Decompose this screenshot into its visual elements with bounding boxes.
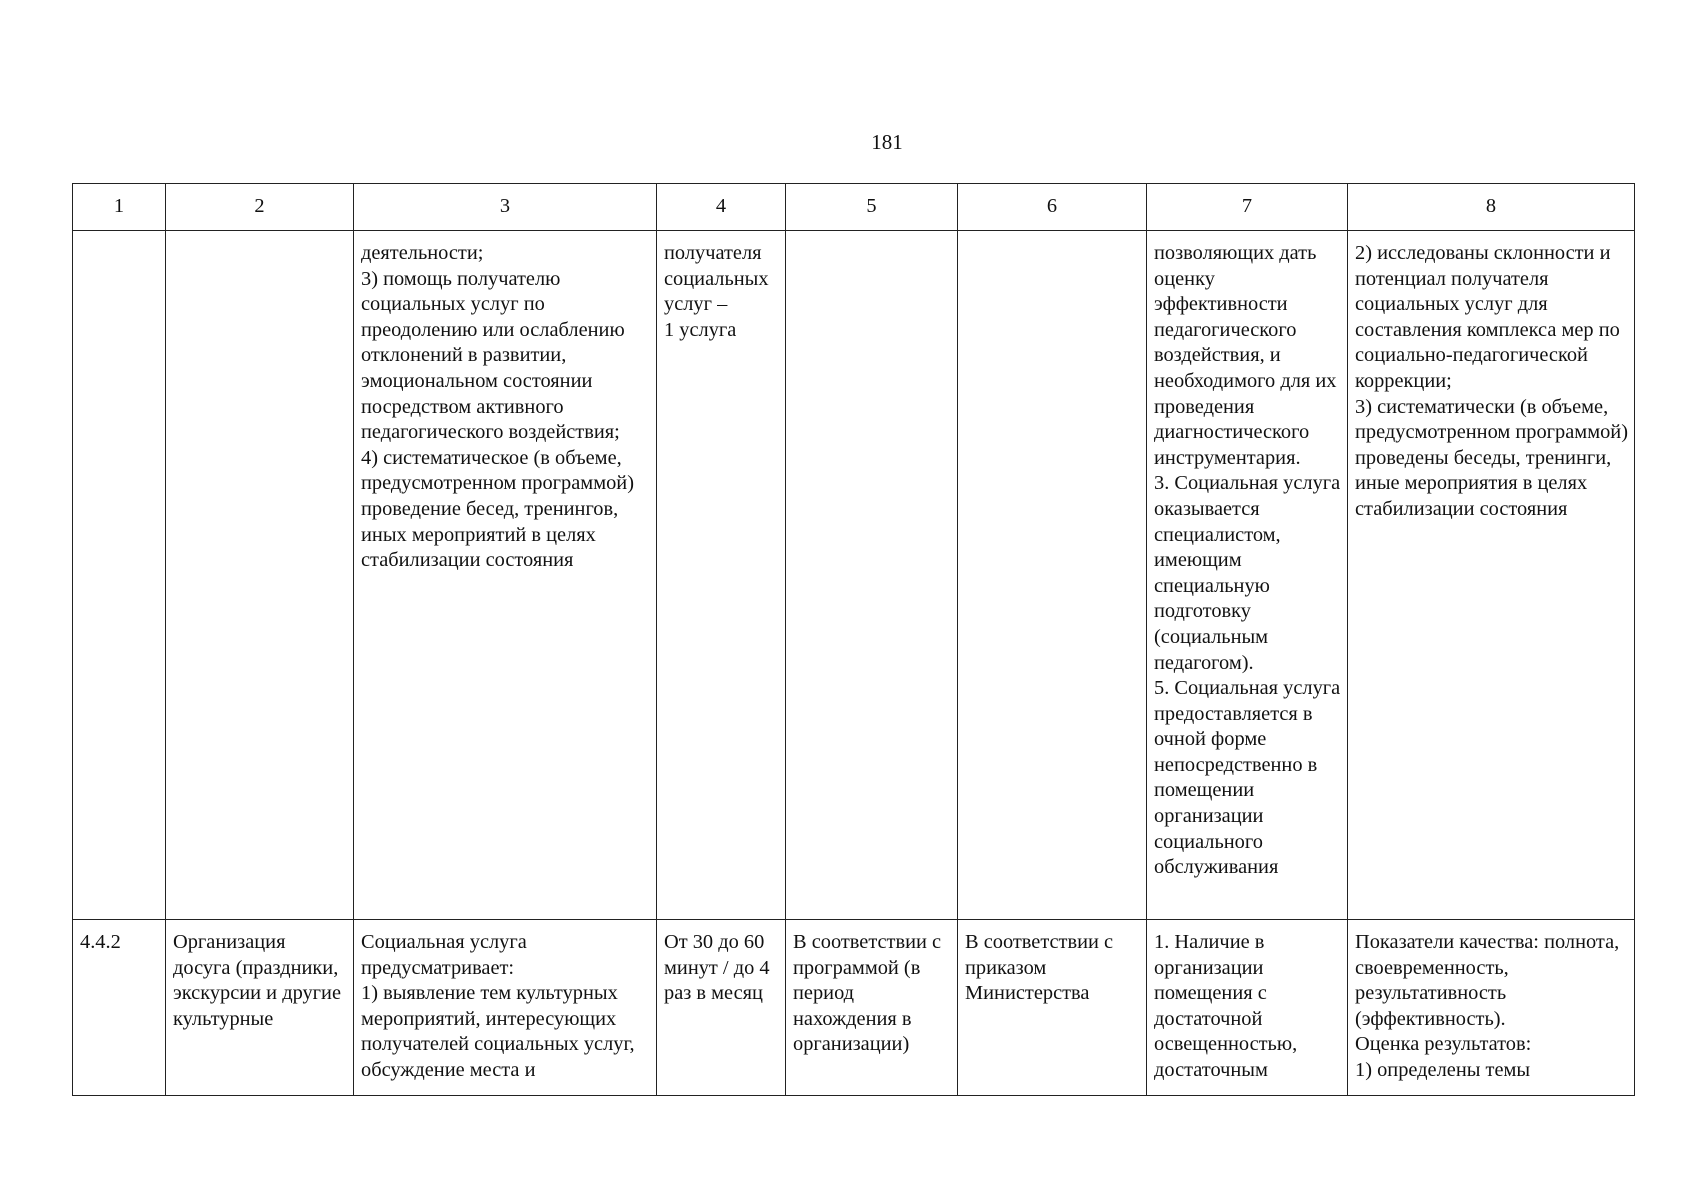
table-row: [73, 920, 1635, 1096]
cell-service-description: деятельности; 3) помощь получателю социальных услуг по преодолению или ослаблению отклонений в развитии, эмоциональном состоянии посредством активного педагогического воздействия; 4) систематическое (в объеме, предусмотренном программой) проведение бесед, тренингов, иных мероприятий в целях стабилизации состояния: [354, 231, 657, 920]
cell-frequency: В соответствии с программой (в период нахождения в организации): [786, 920, 958, 1096]
cell-number: [73, 231, 166, 920]
cell-conditions: 1. Наличие в организации помещения с достаточной освещенностью, достаточным: [1147, 920, 1348, 1096]
cell-quality-indicators: 2) исследованы склонности и потенциал получателя социальных услуг для составления комплекса мер по социально-педагогической коррекции; 3) систематически (в объеме, предусмотренном программой) проведены беседы, тренинги, иные мероприятия в целях стабилизации состояния: [1348, 231, 1635, 920]
services-table: [72, 183, 1635, 1096]
cell-service-name: Организация досуга (праздники, экскурсии и другие культурные: [166, 920, 354, 1096]
cell-tariff: В соответствии с приказом Министерства: [958, 920, 1147, 1096]
column-header-2: 2: [166, 184, 354, 231]
cell-quality-indicators: Показатели качества: полнота, своевременность, результативность (эффективность). Оценка результатов: 1) определены темы: [1348, 920, 1635, 1096]
column-header-1: 1: [73, 184, 166, 231]
column-header-7: 7: [1147, 184, 1348, 231]
page-number: 181: [871, 130, 903, 154]
table-row: [73, 231, 1635, 920]
column-header-8: 8: [1348, 184, 1635, 231]
cell-service-description: Социальная услуга предусматривает: 1) выявление тем культурных мероприятий, интересующих получателей социальных услуг, обсуждение места и: [354, 920, 657, 1096]
column-header-4: 4: [657, 184, 786, 231]
column-header-6: 6: [958, 184, 1147, 231]
column-header-3: 3: [354, 184, 657, 231]
cell-frequency: [786, 231, 958, 920]
cell-duration: получателя социальных услуг – 1 услуга: [657, 231, 786, 920]
cell-service-name: [166, 231, 354, 920]
cell-number: 4.4.2: [73, 920, 166, 1096]
cell-conditions: позволяющих дать оценку эффективности педагогического воздействия, и необходимого для их проведения диагностического инструментария. 3. Социальная услуга оказывается специалистом, имеющим специальную подготовку (социальным педагогом). 5. Социальная услуга предоставляется в очной форме непосредственно в помещении организации социального обслуживания: [1147, 231, 1348, 920]
cell-duration: От 30 до 60 минут / до 4 раз в месяц: [657, 920, 786, 1096]
column-header-5: 5: [786, 184, 958, 231]
header-row: [73, 184, 1635, 231]
cell-tariff: [958, 231, 1147, 920]
